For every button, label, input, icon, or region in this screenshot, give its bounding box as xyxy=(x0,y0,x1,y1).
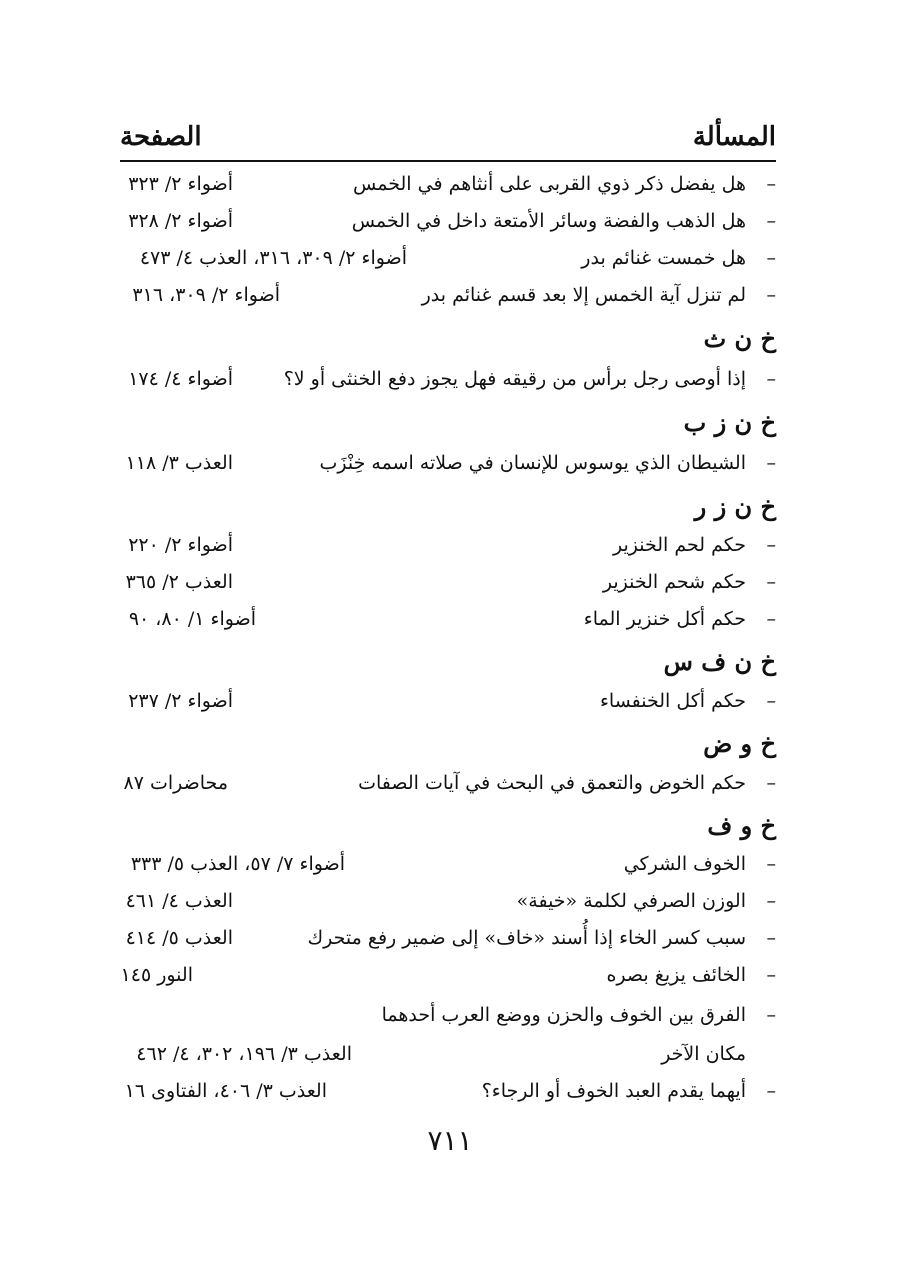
index-row xyxy=(120,603,776,635)
index-row xyxy=(120,205,776,237)
column-header-question: المسألة xyxy=(692,122,776,152)
index-row xyxy=(120,922,776,954)
question-text: سبب كسر الخاء إذا أُسند «خاف» إلى ضمير رفع متحرك xyxy=(307,927,746,949)
question-text: حكم شحم الخنزير xyxy=(602,571,746,593)
question-text: أيهما يقدم العبد الخوف أو الرجاء؟ xyxy=(481,1080,746,1102)
index-row xyxy=(120,999,776,1031)
page-reference: النور ١٤٥ xyxy=(120,964,193,986)
bullet-dash: – xyxy=(766,571,776,593)
index-row xyxy=(120,959,776,991)
index-row xyxy=(120,447,776,479)
bullet-dash: – xyxy=(766,1004,776,1026)
question-text: إذا أوصى رجل برأس من رقيقه فهل يجوز دفع الخنثى أو لا؟ xyxy=(283,368,746,390)
page-reference: أضواء ٢/ ٢٢٠ xyxy=(128,534,233,556)
question-text: الفرق بين الخوف والحزن ووضع العرب أحدهما xyxy=(381,1004,746,1026)
page-reference: محاضرات ٨٧ xyxy=(123,772,228,794)
column-header-page: الصفحة xyxy=(120,122,202,152)
page-reference: العذب ٥/ ٤١٤ xyxy=(125,927,233,949)
index-row xyxy=(120,685,776,717)
question-text: مكان الآخر xyxy=(661,1043,746,1065)
index-row xyxy=(120,1075,776,1107)
question-text: هل يفضل ذكر ذوي القربى على أنثاهم في الخمس xyxy=(353,173,746,195)
bullet-dash: – xyxy=(766,853,776,875)
section-heading: خ ن ث xyxy=(703,324,776,353)
page-reference: العذب ٣/ ١٩٦، ٣٠٢، ٤/ ٤٦٢ xyxy=(136,1043,352,1065)
question-text: لم تنزل آية الخمس إلا بعد قسم غنائم بدر xyxy=(421,284,746,306)
index-row xyxy=(120,168,776,200)
bullet-dash: – xyxy=(766,927,776,949)
section-heading: خ و ض xyxy=(703,729,776,758)
question-text: حكم الخوض والتعمق في البحث في آيات الصفات xyxy=(358,772,746,794)
page-reference: أضواء ٢/ ٣٠٩، ٣١٦، العذب ٤/ ٤٧٣ xyxy=(139,247,407,269)
bullet-dash: – xyxy=(766,690,776,712)
page-reference: أضواء ٧/ ٥٧، العذب ٥/ ٣٣٣ xyxy=(130,853,345,875)
bullet-dash: – xyxy=(766,608,776,630)
page-number: ٧١١ xyxy=(427,1124,473,1157)
question-text: حكم لحم الخنزير xyxy=(613,534,746,556)
index-row xyxy=(120,279,776,311)
bullet-dash: – xyxy=(766,452,776,474)
index-row xyxy=(120,848,776,880)
bullet-dash: – xyxy=(766,534,776,556)
page-reference: العذب ٣/ ٤٠٦، الفتاوى ١٦ xyxy=(124,1080,327,1102)
page-reference: أضواء ٢/ ٣٢٨ xyxy=(128,210,233,232)
bullet-dash: – xyxy=(766,284,776,306)
question-text: الخائف يزيغ بصره xyxy=(606,964,746,986)
index-row xyxy=(120,1038,776,1070)
bullet-dash: – xyxy=(766,890,776,912)
index-row xyxy=(120,885,776,917)
section-heading: خ ن ف س xyxy=(663,647,776,676)
page-reference: العذب ٣/ ١١٨ xyxy=(125,452,233,474)
index-row xyxy=(120,566,776,598)
question-text: حكم أكل الخنفساء xyxy=(599,690,746,712)
question-text: الوزن الصرفي لكلمة «خيفة» xyxy=(516,890,746,912)
index-row xyxy=(120,363,776,395)
question-text: هل خمست غنائم بدر xyxy=(581,247,746,269)
index-row xyxy=(120,767,776,799)
page-reference: أضواء ١/ ٨٠، ٩٠ xyxy=(128,608,256,630)
page-reference: أضواء ٢/ ٣٠٩، ٣١٦ xyxy=(132,284,280,306)
index-row xyxy=(120,529,776,561)
section-heading: خ و ف xyxy=(707,811,776,840)
page-reference: العذب ٢/ ٣٦٥ xyxy=(125,571,233,593)
bullet-dash: – xyxy=(766,1080,776,1102)
page-reference: أضواء ٤/ ١٧٤ xyxy=(128,368,233,390)
section-heading: خ ن ز ر xyxy=(694,492,776,521)
bullet-dash: – xyxy=(766,368,776,390)
bullet-dash: – xyxy=(766,772,776,794)
page-reference: العذب ٤/ ٤٦١ xyxy=(125,890,233,912)
index-row xyxy=(120,242,776,274)
question-text: حكم أكل خنزير الماء xyxy=(583,608,746,630)
question-text: الشيطان الذي يوسوس للإنسان في صلاته اسمه خِنْزَب xyxy=(319,452,746,474)
bullet-dash: – xyxy=(766,247,776,269)
page-reference: أضواء ٢/ ٣٢٣ xyxy=(128,173,233,195)
bullet-dash: – xyxy=(766,210,776,232)
question-text: الخوف الشركي xyxy=(623,853,746,875)
section-heading: خ ن ز ب xyxy=(683,408,776,437)
bullet-dash: – xyxy=(766,173,776,195)
bullet-dash: – xyxy=(766,964,776,986)
question-text: هل الذهب والفضة وسائر الأمتعة داخل في الخمس xyxy=(351,210,746,232)
page-reference: أضواء ٢/ ٢٣٧ xyxy=(128,690,233,712)
